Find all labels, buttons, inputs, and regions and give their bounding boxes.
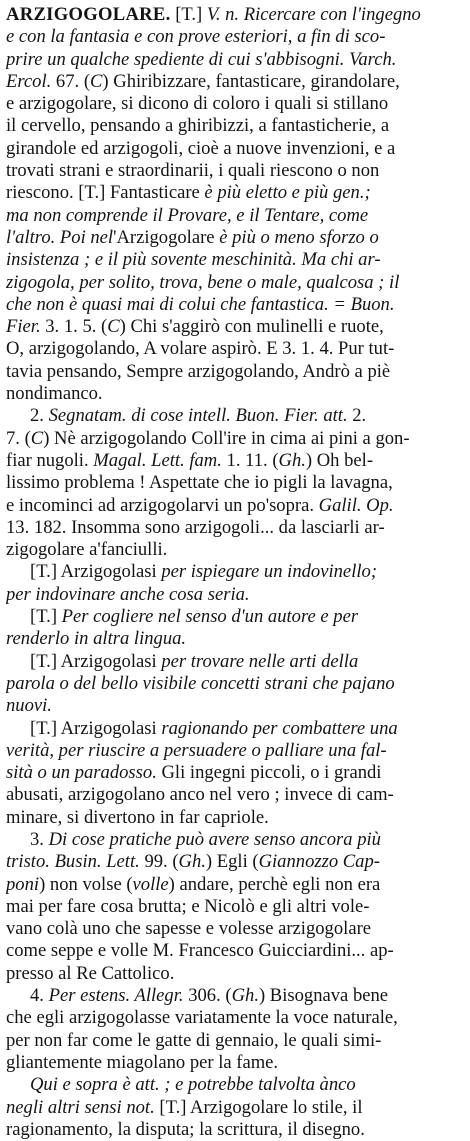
text-segment: Magal. Lett. fam. <box>93 449 222 471</box>
text-segment: insistenza ; e il più sovente meschinità. Ma chi ar- <box>6 249 381 271</box>
text-line <box>6 539 462 561</box>
text-segment: presso al Re Cattolico. <box>6 962 175 984</box>
text-line <box>6 49 462 71</box>
text-segment: Di cose pratiche può avere senso ancora più <box>48 828 381 850</box>
text-segment: nondimanco. <box>6 383 103 405</box>
text-line <box>6 695 462 717</box>
text-line <box>6 1007 462 1029</box>
text-line <box>6 963 462 985</box>
text-segment: tavia pensando, Sempre arzigogolando, Andrò a piè <box>6 360 391 382</box>
text-line <box>6 26 462 48</box>
text-segment: Fier. <box>6 316 41 338</box>
text-segment: 306. ( <box>183 985 232 1007</box>
text-line <box>6 205 462 227</box>
text-segment: ma non comprende il Provare, e il Tentare, come <box>6 204 369 226</box>
text-segment: che egli arzigogolasse variatamente la voce naturale, <box>6 1007 398 1029</box>
text-segment: girandole ed arzigogoli, cioè a nuove invenzioni, e a <box>6 137 396 159</box>
text-segment: 2. <box>30 405 49 427</box>
text-line <box>6 115 462 137</box>
text-line <box>6 1030 462 1052</box>
text-segment: [T.] Arzigogolasi <box>30 561 162 583</box>
text-segment: zigogola, per solito, trova, bene o male, qualcosa ; il <box>6 271 400 293</box>
text-segment: Segnatam. di cose intell. Buon. Fier. att. <box>48 405 348 427</box>
text-segment: Galil. Op. <box>318 494 394 516</box>
text-line <box>6 93 462 115</box>
text-line <box>6 294 462 316</box>
text-line <box>6 338 462 360</box>
text-segment: tristo. Busin. Lett. <box>6 851 140 873</box>
text-segment: 4. <box>30 985 49 1007</box>
text-line <box>6 985 462 1007</box>
text-line <box>6 495 462 517</box>
text-line <box>6 1119 462 1141</box>
text-segment: C <box>90 70 103 92</box>
text-segment: lissimo problema ! Aspettate che io pigli la lavagna, <box>6 472 393 494</box>
text-segment: ragionando per combattere una <box>161 717 398 739</box>
text-line <box>6 4 462 26</box>
text-line <box>6 383 462 405</box>
text-line <box>6 762 462 784</box>
text-line <box>6 851 462 873</box>
text-line <box>6 138 462 160</box>
text-segment: Gh. <box>231 985 259 1007</box>
text-line <box>6 1074 462 1096</box>
text-segment: ) Ghiribizzare, fantasticare, girandolare, <box>102 70 400 92</box>
text-line <box>6 651 462 673</box>
text-segment: ) Bisognava bene <box>258 985 389 1007</box>
text-segment: ) Oh bel- <box>305 449 374 471</box>
text-segment: 2. <box>347 405 367 427</box>
text-line <box>6 940 462 962</box>
text-segment: che non è quasi mai di colui che fantastica. = Buon. <box>6 293 395 315</box>
text-line <box>6 71 462 93</box>
text-segment: minare, si divertono in far capriole. <box>6 806 269 828</box>
text-segment: volle <box>132 873 169 895</box>
text-line <box>6 272 462 294</box>
text-segment: Gli ingegni piccoli, o i grandi <box>156 762 382 784</box>
text-segment: ragionamento, la disputa; la scrittura, il disegno. <box>6 1118 365 1140</box>
text-segment: è più eletto e più gen.; <box>204 182 371 204</box>
text-segment: [T.] Arzigogolare lo stile, il <box>154 1096 363 1118</box>
text-segment: ) andare, perchè egli non era <box>168 873 381 895</box>
text-line <box>6 160 462 182</box>
text-segment: l'altro. Poi nel <box>6 226 114 248</box>
text-segment: ) Egli ( <box>205 851 259 873</box>
text-segment: [T.] <box>30 606 62 628</box>
text-segment: 7. ( <box>6 427 31 449</box>
text-segment: mai per fare cosa brutta; e Nicolò e gli altri vole- <box>6 895 370 917</box>
text-segment: Giannozzo Cap- <box>258 851 380 873</box>
text-segment: nuovi. <box>6 695 52 717</box>
text-segment: e incominci ad arzigogolarvi un po'sopra. <box>6 494 319 516</box>
text-segment: C <box>107 316 120 338</box>
text-segment: poni <box>6 873 40 895</box>
text-segment: Gh. <box>278 449 306 471</box>
text-segment: 3. 1. 5. ( <box>40 316 108 338</box>
text-segment: zigogolare a'fanciulli. <box>6 539 168 561</box>
text-line <box>6 718 462 740</box>
text-segment: parola o del bello visibile concetti strani che pajano <box>6 672 395 694</box>
text-line <box>6 784 462 806</box>
text-segment: gliantemente miagolano per la fame. <box>6 1051 279 1073</box>
text-segment: e arzigogolare, si dicono di coloro i quali si stillano <box>6 93 389 115</box>
text-segment: 'Arzigogolare <box>113 226 220 248</box>
text-segment: sità o un paradosso. <box>6 762 157 784</box>
text-line <box>6 918 462 940</box>
text-segment: 67. ( <box>51 70 91 92</box>
text-line <box>6 450 462 472</box>
text-segment: ) Chi s'aggirò con mulinelli e ruote, <box>119 316 384 338</box>
text-segment: fiar nugoli. <box>6 449 94 471</box>
text-line <box>6 249 462 271</box>
text-segment: V. n. Ricercare con l'ingegno <box>206 4 421 25</box>
text-segment: per trovare nelle arti della <box>161 650 359 672</box>
text-segment: prire un qualche spediente di cui s'abbisogni. Varch. <box>6 48 397 70</box>
text-segment: per indovinare anche cosa seria. <box>6 583 250 605</box>
text-segment: verità, per riuscire a persuadere o palliare una fal- <box>6 739 387 761</box>
text-segment: [T.] Arzigogolasi <box>30 650 162 672</box>
text-segment: 1. 11. ( <box>221 449 279 471</box>
text-segment: negli altri sensi not. <box>6 1096 155 1118</box>
text-line <box>6 807 462 829</box>
text-line <box>6 182 462 204</box>
text-segment: [T.] <box>170 4 207 25</box>
text-segment: trovati strani e straordinarii, i quali riescono o non <box>6 160 380 182</box>
dictionary-entry-arzigogolare <box>6 4 462 1141</box>
text-line <box>6 829 462 851</box>
text-line <box>6 874 462 896</box>
text-segment: e con la fantasia e con prove esteriori, a fin di sco- <box>6 26 386 48</box>
text-line <box>6 673 462 695</box>
text-line <box>6 517 462 539</box>
text-segment: C <box>30 427 44 449</box>
text-segment: come seppe e volle M. Francesco Guicciardini... ap- <box>6 940 394 962</box>
text-line <box>6 316 462 338</box>
text-segment: è più o meno sforzo o <box>219 226 379 248</box>
text-line <box>6 1097 462 1119</box>
text-line <box>6 428 462 450</box>
text-line <box>6 740 462 762</box>
text-segment: [T.] Arzigogolasi <box>30 717 162 739</box>
text-segment: il cervello, pensando a ghiribizzi, a fantasticherie, a <box>6 115 390 137</box>
text-segment: Per estens. Allegr. <box>48 985 184 1007</box>
text-segment: abusati, arzigogolano anco nel vero ; invece di cam- <box>6 784 394 806</box>
text-segment: Gh. <box>178 851 206 873</box>
text-line <box>6 561 462 583</box>
text-segment: 3. <box>30 828 49 850</box>
text-segment: ) non volse ( <box>39 873 133 895</box>
text-segment: per non far come le gatte di gennaio, le quali simi- <box>6 1029 382 1051</box>
text-segment: Qui e sopra è att. ; e potrebbe talvolta ànco <box>30 1074 356 1096</box>
text-segment: riescono. [T.] Fantasticare <box>6 182 205 204</box>
text-segment: 13. 182. Insomma sono arzigogoli... da lasciarli ar- <box>6 516 385 538</box>
text-line <box>6 227 462 249</box>
text-segment: Ercol. <box>6 70 52 92</box>
text-segment: Per cogliere nel senso d'un autore e per <box>61 606 359 628</box>
text-line <box>6 472 462 494</box>
text-segment: vano colà uno che sapesse e volesse arzigogolare <box>6 918 372 940</box>
text-segment: ) Nè arzigogolando Coll'ire in cima ai pini a gon- <box>43 427 410 449</box>
text-segment: 99. ( <box>139 851 179 873</box>
text-line <box>6 584 462 606</box>
text-line <box>6 606 462 628</box>
text-line <box>6 896 462 918</box>
text-line <box>6 628 462 650</box>
text-line <box>6 405 462 427</box>
text-segment: per ispiegare un indovinello; <box>161 561 378 583</box>
text-segment: O, arzigogolando, A volare aspirò. E 3. 1. 4. Pur tut- <box>6 338 395 360</box>
text-line <box>6 361 462 383</box>
text-segment: renderlo in altra lingua. <box>6 628 187 650</box>
headword: ARZIGOGOLARE. <box>6 4 171 25</box>
text-line <box>6 1052 462 1074</box>
